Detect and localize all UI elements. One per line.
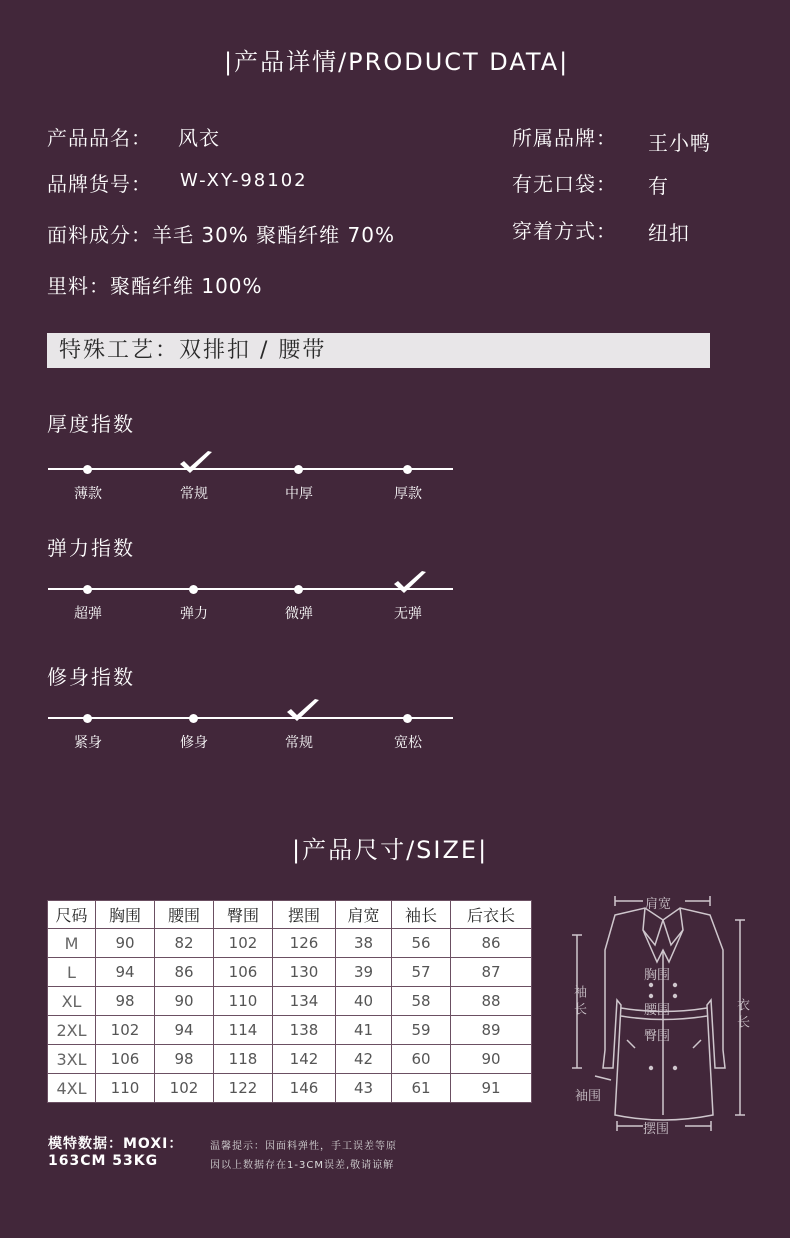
value-cell: 43 [336, 1074, 392, 1103]
size-cell: 2XL [48, 1016, 96, 1045]
fit-label: 修身 [180, 735, 208, 751]
thickness-label: 中厚 [285, 486, 313, 502]
sku-value: W-XY-98102 [180, 170, 308, 191]
checkmark-icon [177, 449, 215, 477]
value-cell: 118 [214, 1045, 273, 1074]
checkmark-icon [391, 569, 429, 597]
table-row [48, 1074, 532, 1103]
sku-label: 品牌货号： [47, 172, 152, 196]
wear-value: 纽扣 [648, 221, 690, 245]
size-table [47, 900, 532, 1103]
size-header-cell: 臀围 [214, 901, 273, 929]
fit-label: 紧身 [74, 735, 102, 751]
scale-dot [403, 714, 412, 723]
value-cell: 98 [155, 1045, 214, 1074]
value-cell: 87 [451, 958, 532, 987]
scale-dot [83, 714, 92, 723]
elasticity-label: 无弹 [394, 606, 422, 622]
value-cell: 38 [336, 929, 392, 958]
value-cell: 102 [155, 1074, 214, 1103]
size-header-cell: 腰围 [155, 901, 214, 929]
value-cell: 114 [214, 1016, 273, 1045]
value-cell: 57 [392, 958, 451, 987]
sleeve-length-label: 袖长 [571, 985, 586, 1019]
value-cell: 82 [155, 929, 214, 958]
fabric-composition: 面料成分：羊毛 30% 聚酯纤维 70% [47, 223, 395, 247]
page-title: |产品详情/PRODUCT DATA| [224, 48, 570, 76]
size-section-title: |产品尺寸/SIZE| [292, 836, 489, 864]
value-cell: 40 [336, 987, 392, 1016]
scale-dot [294, 585, 303, 594]
elasticity-title: 弹力指数 [47, 536, 135, 560]
scale-dot [83, 465, 92, 474]
value-cell: 110 [96, 1074, 155, 1103]
pocket-value: 有 [648, 174, 669, 198]
product-name-value: 风衣 [178, 126, 220, 150]
fit-label: 宽松 [394, 735, 422, 751]
pocket-label: 有无口袋： [512, 172, 617, 196]
thickness-label: 薄款 [74, 486, 102, 502]
value-cell: 110 [214, 987, 273, 1016]
table-row [48, 987, 532, 1016]
special-craft-bar: 特殊工艺：双排扣 / 腰带 [47, 333, 710, 368]
note-line1: 温馨提示：因面料弹性，手工误差等原 [210, 1141, 397, 1152]
value-cell: 60 [392, 1045, 451, 1074]
value-cell: 130 [273, 958, 336, 987]
note-line2: 因以上数据存在1-3CM误差,敬请谅解 [210, 1160, 395, 1171]
shoulder-width-label: 肩宽 [645, 897, 672, 912]
size-table-header-row [48, 901, 532, 929]
size-header-cell: 胸围 [96, 901, 155, 929]
size-cell: XL [48, 987, 96, 1016]
value-cell: 59 [392, 1016, 451, 1045]
size-cell: 3XL [48, 1045, 96, 1074]
elasticity-label: 微弹 [285, 606, 313, 622]
table-row [48, 1016, 532, 1045]
value-cell: 126 [273, 929, 336, 958]
value-cell: 88 [451, 987, 532, 1016]
hem-label: 摆围 [643, 1122, 670, 1137]
wear-label: 穿着方式： [512, 219, 617, 243]
scale-dot [294, 465, 303, 474]
value-cell: 56 [392, 929, 451, 958]
model-info-line2: 163CM 53KG [48, 1153, 159, 1169]
table-row [48, 1045, 532, 1074]
value-cell: 42 [336, 1045, 392, 1074]
scale-dot [189, 585, 198, 594]
size-header-cell: 尺码 [48, 901, 96, 929]
fit-title: 修身指数 [47, 665, 135, 689]
elasticity-label: 超弹 [74, 606, 102, 622]
cuff-label: 袖围 [575, 1089, 602, 1104]
value-cell: 61 [392, 1074, 451, 1103]
coat-length-label: 衣长 [734, 998, 749, 1032]
scale-dot [403, 465, 412, 474]
fit-scale-line [48, 717, 453, 719]
table-row [48, 958, 532, 987]
size-header-cell: 摆围 [273, 901, 336, 929]
thickness-label: 厚款 [394, 486, 422, 502]
thickness-title: 厚度指数 [47, 412, 135, 436]
chest-label: 胸围 [644, 968, 671, 983]
value-cell: 39 [336, 958, 392, 987]
value-cell: 91 [451, 1074, 532, 1103]
value-cell: 90 [155, 987, 214, 1016]
product-name-label: 产品品名： [47, 126, 152, 150]
thickness-scale-line [48, 468, 453, 470]
brand-label: 所属品牌： [512, 126, 617, 150]
value-cell: 106 [96, 1045, 155, 1074]
size-header-cell: 肩宽 [336, 901, 392, 929]
value-cell: 138 [273, 1016, 336, 1045]
value-cell: 41 [336, 1016, 392, 1045]
size-header-cell: 袖长 [392, 901, 451, 929]
checkmark-icon [284, 697, 322, 725]
value-cell: 106 [214, 958, 273, 987]
table-row [48, 929, 532, 958]
scale-dot [83, 585, 92, 594]
hip-label: 臀围 [644, 1029, 671, 1044]
lining-composition: 里料：聚酯纤维 100% [47, 274, 263, 298]
thickness-label: 常规 [180, 486, 208, 502]
value-cell: 102 [214, 929, 273, 958]
elasticity-label: 弹力 [180, 606, 208, 622]
brand-value: 王小鸭 [648, 131, 711, 155]
value-cell: 90 [451, 1045, 532, 1074]
scale-dot [189, 714, 198, 723]
waist-label: 腰围 [644, 1003, 671, 1018]
value-cell: 58 [392, 987, 451, 1016]
value-cell: 86 [155, 958, 214, 987]
size-cell: L [48, 958, 96, 987]
value-cell: 134 [273, 987, 336, 1016]
model-info-line1: 模特数据：MOXI： [48, 1136, 184, 1152]
value-cell: 122 [214, 1074, 273, 1103]
value-cell: 142 [273, 1045, 336, 1074]
value-cell: 102 [96, 1016, 155, 1045]
size-cell: 4XL [48, 1074, 96, 1103]
value-cell: 94 [155, 1016, 214, 1045]
value-cell: 94 [96, 958, 155, 987]
value-cell: 90 [96, 929, 155, 958]
size-cell: M [48, 929, 96, 958]
fit-label: 常规 [285, 735, 313, 751]
size-header-cell: 后衣长 [451, 901, 532, 929]
value-cell: 146 [273, 1074, 336, 1103]
value-cell: 86 [451, 929, 532, 958]
value-cell: 89 [451, 1016, 532, 1045]
value-cell: 98 [96, 987, 155, 1016]
